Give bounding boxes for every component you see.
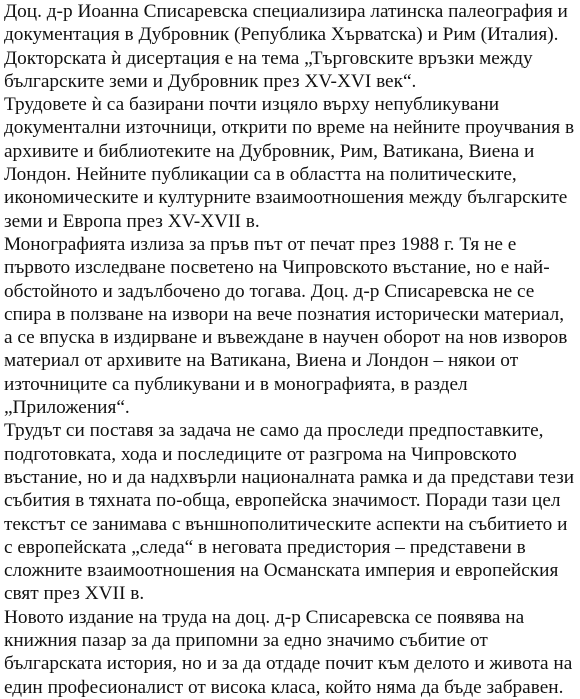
text-line: икономическите и културните взаимоотношения между българските: [4, 187, 568, 209]
document-body: [4, 0, 578, 699]
text-line: въстание, но и да надхвърли националната рамка и да представи тези: [4, 466, 575, 488]
text-line: текстът се занимава с външнополитическите аспекти на събитието и: [4, 513, 568, 535]
text-line: Монографията излиза за пръв път от печат през 1988 г. Тя не е: [4, 233, 517, 255]
text-line: българската история, но и за да отдаде почит към делото и живота на: [4, 653, 573, 675]
text-line: „Приложения“.: [4, 397, 130, 419]
text-line: книжния пазар за да припомни за едно значимо събитие от: [4, 630, 488, 652]
text-line: Лондон. Нейните публикации са в областта на политическите,: [4, 164, 517, 186]
text-line: събития в тяхната по-обща, европейска значимост. Поради тази цел: [4, 490, 561, 512]
text-line: Новото издание на труда на доц. д-р Списаревска се появява на: [4, 606, 525, 628]
paragraph-research-sources: [4, 93, 578, 233]
text-line: Трудовете ѝ са базирани почти изцяло върху непубликувани: [4, 94, 500, 116]
text-line: Трудът си поставя за задача не само да проследи предпоставките,: [4, 420, 544, 442]
text-line: свят през XVII в.: [4, 583, 145, 605]
paragraph-author-intro: [4, 0, 578, 93]
paragraph-monograph: [4, 233, 578, 419]
text-line: материал от архивите на Ватикана, Виена и Лондон – някои от: [4, 350, 519, 372]
text-line: един професионалист от висока класа, който няма да бъде забравен.: [4, 676, 564, 698]
text-line: архивите и библиотеките на Дубровник, Рим, Ватикана, Виена и: [4, 140, 535, 162]
paragraph-objectives: [4, 419, 578, 605]
text-line: източниците са публикувани и в монографията, в раздел: [4, 373, 468, 395]
paragraph-new-edition: [4, 606, 578, 699]
text-line: а се впуска в издирване и въвеждане в научен оборот на нов изворов: [4, 327, 568, 349]
text-line: обстойното и задълбочено до тогава. Доц. д-р Списаревска не се: [4, 280, 535, 302]
text-line: Докторската ѝ дисертация е на тема „Търговските връзки между: [4, 47, 533, 69]
text-line: сложните взаимоотношения на Османската империя и европейския: [4, 560, 559, 582]
text-line: документация в Дубровник (Република Хърватска) и Рим (Италия).: [4, 24, 559, 46]
text-line: Доц. д-р Иоанна Списаревска специализира латинска палеография и: [4, 1, 568, 22]
text-line: спира в ползване на извори на вече познатия исторически материал,: [4, 303, 565, 325]
text-line: подготовката, хода и последиците от разгрома на Чипровското: [4, 443, 517, 465]
text-line: българските земи и Дубровник през XV-XVI век“.: [4, 70, 417, 92]
text-line: земи и Европа през XV-XVII в.: [4, 210, 260, 232]
text-line: документални източници, открити по време на нейните проучвания в: [4, 117, 575, 139]
text-line: първото изследване посветено на Чипровското въстание, но е най-: [4, 257, 550, 279]
text-line: с европейската „следа“ в неговата предистория – представени в: [4, 536, 526, 558]
